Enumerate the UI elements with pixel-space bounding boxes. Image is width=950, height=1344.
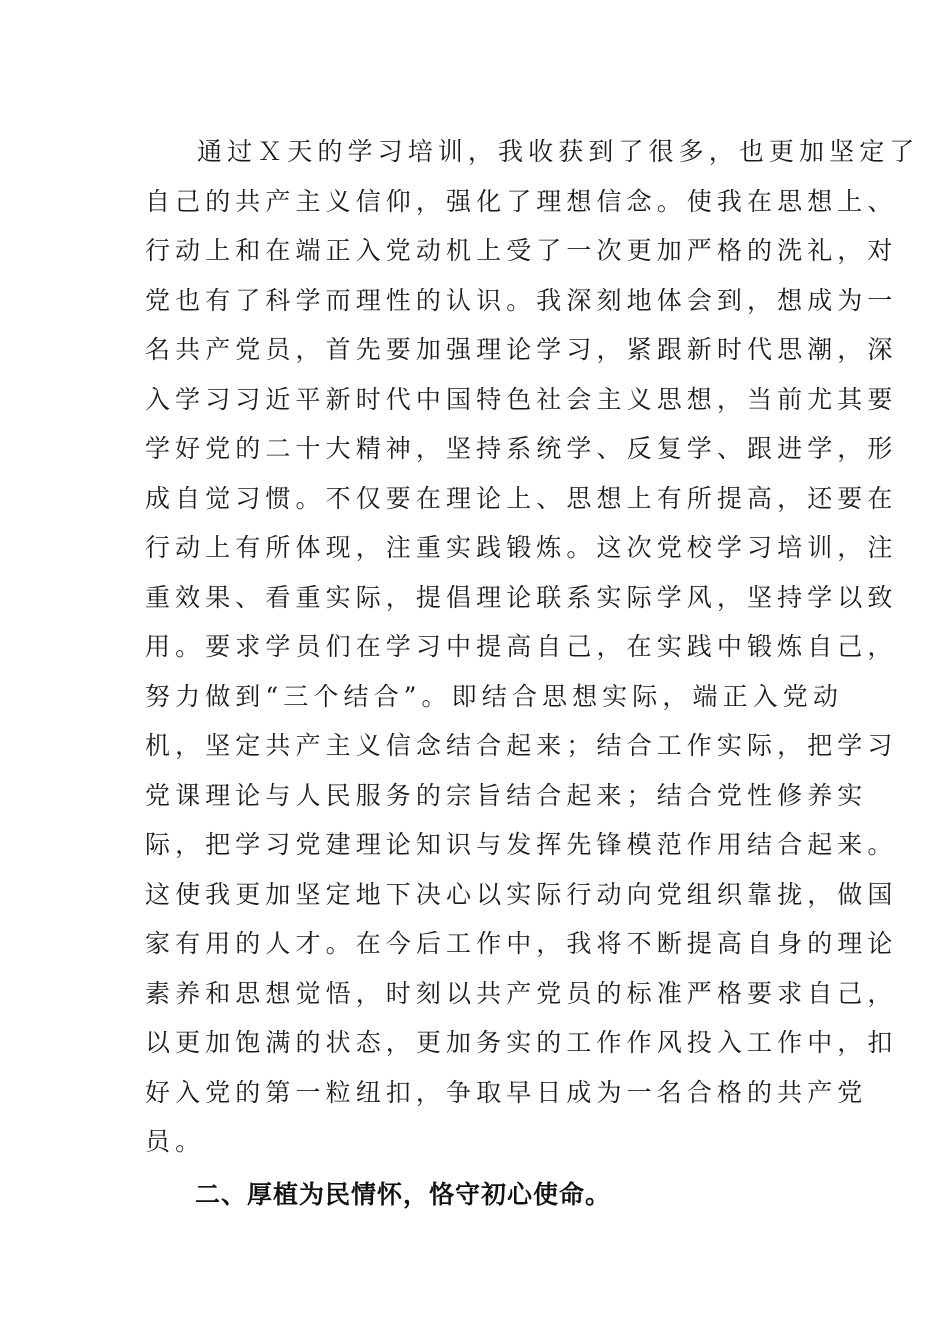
paragraph-line: 重效果、看重实际，提倡理论联系实际学风，坚持学以致 — [145, 582, 898, 612]
paragraph-line: 行动上有所体现，注重实践锻炼。这次党校学习培训，注 — [145, 533, 898, 562]
paragraph-line: 党课理论与人民服务的宗旨结合起来；结合党性修养实 — [145, 780, 868, 810]
paragraph-line: 好入党的第一粒纽扣，争取早日成为一名合格的共产党 — [145, 1077, 868, 1107]
paragraph-line: 学好党的二十大精神，坚持系统学、反复学、跟进学，形 — [145, 434, 898, 463]
paragraph-line: 自己的共产主义信仰，强化了理想信念。使我在思想上、 — [145, 186, 898, 216]
paragraph-line: 员。 — [145, 1127, 206, 1156]
paragraph-line: 素养和思想觉悟，时刻以共产党员的标准严格要求自己， — [145, 978, 898, 1008]
paragraph-line: 通过Ｘ天的学习培训，我收获到了很多，也更加坚定了 — [197, 137, 920, 166]
paragraph-line: 努力做到“三个结合”。即结合思想实际，端正入党动 — [145, 681, 843, 711]
paragraph-line: 用。要求学员们在学习中提高自己，在实践中锻炼自己， — [145, 632, 898, 661]
paragraph-line: 行动上和在端正入党动机上受了一次更加严格的洗礼，对 — [145, 236, 898, 265]
paragraph-line: 家有用的人才。在今后工作中，我将不断提高自身的理论 — [145, 929, 898, 958]
paragraph-line: 以更加饱满的状态，更加务实的工作作风投入工作中，扣 — [145, 1028, 898, 1057]
paragraph-line: 机，坚定共产主义信念结合起来；结合工作实际，把学习 — [145, 731, 898, 760]
paragraph-line: 际，把学习党建理论知识与发挥先锋模范作用结合起来。 — [145, 830, 898, 859]
paragraph-line: 党也有了科学而理性的认识。我深刻地体会到，想成为一 — [145, 285, 898, 315]
paragraph-line: 入学习习近平新时代中国特色社会主义思想，当前尤其要 — [145, 384, 898, 414]
paragraph-line: 这使我更加坚定地下决心以实际行动向党组织靠拢，做国 — [145, 879, 898, 909]
paragraph-line: 名共产党员，首先要加强理论学习，紧跟新时代思潮，深 — [145, 335, 898, 364]
body-paragraph — [145, 127, 920, 1167]
section-heading: 二、厚植为民情怀，恪守初心使命。 — [195, 1180, 612, 1209]
paragraph-line: 成自觉习惯。不仅要在理论上、思想上有所提高，还要在 — [145, 483, 898, 513]
